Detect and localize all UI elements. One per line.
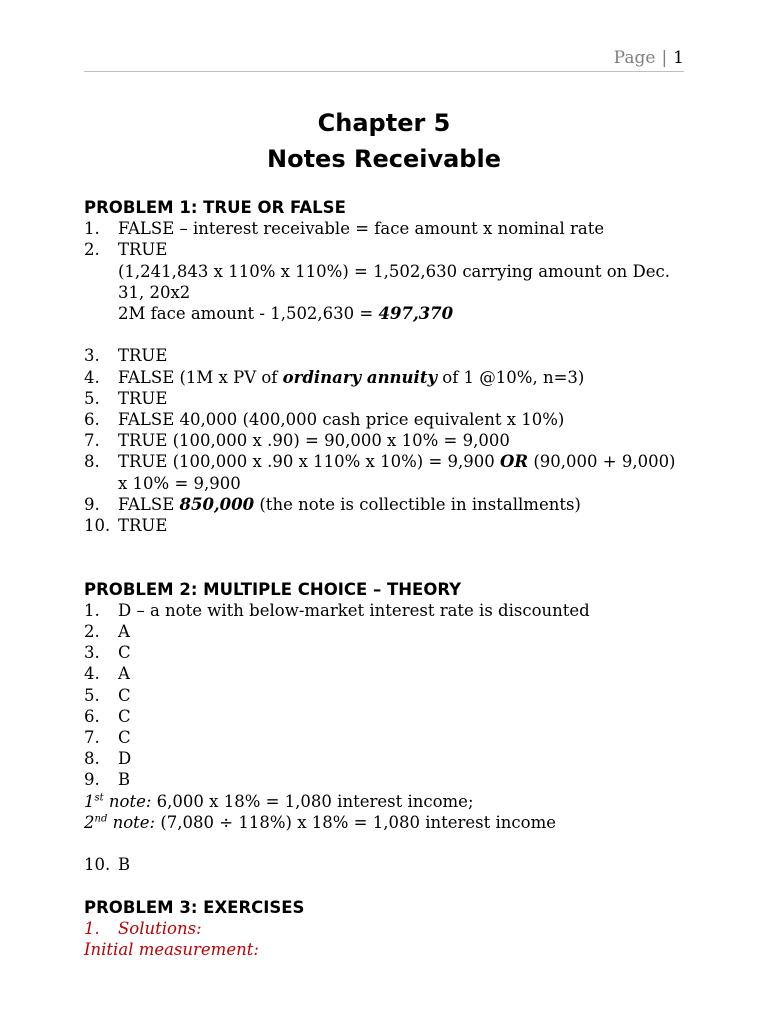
page-number: 1 (673, 48, 684, 68)
document-body (84, 105, 684, 960)
problem1-item2-calc: (1,241,843 x 110% x 110%) = 1,502,630 carrying amount on Dec. 31, 20x2 (118, 261, 671, 302)
list-item: 9. B (84, 770, 131, 790)
list-item: 10. TRUE (84, 516, 168, 536)
problem1-item2-result: 2M face amount - 1,502,630 = 497,370 (118, 304, 454, 324)
list-item: 7. TRUE (100,000 x .90) = 90,000 x 10% = 9,000 (84, 431, 510, 451)
list-item: 1. FALSE – interest receivable = face amount x nominal rate (84, 219, 605, 239)
list-item: 3. C (84, 643, 131, 663)
list-item: 10. B (84, 855, 131, 875)
list-item: 7. C (84, 728, 131, 748)
list-item: 5. TRUE (84, 388, 168, 408)
list-item: 4. A (84, 664, 130, 684)
list-item: 8. TRUE (100,000 x .90 x 110% x 10%) = 9,900 OR (90,000 + 9,000) x 10% = 9,900 (84, 452, 676, 493)
problem3-heading: PROBLEM 3: EXERCISES (84, 897, 305, 917)
list-item: 6. C (84, 706, 131, 726)
page-header (614, 48, 684, 68)
problem2-list-cont (84, 854, 684, 875)
list-item: 6. FALSE 40,000 (400,000 cash price equivalent x 10%) (84, 410, 565, 430)
problem2-note2: 2nd note: (7,080 ÷ 118%) x 18% = 1,080 interest income (84, 812, 556, 832)
list-item: 2. TRUE (84, 240, 168, 260)
chapter-subtitle: Notes Receivable (267, 145, 501, 173)
page-label: Page (613, 48, 656, 68)
problem1-list (84, 218, 684, 260)
page-separator: | (661, 48, 668, 68)
list-item: 9. FALSE 850,000 (the note is collectible in installments) (84, 494, 581, 514)
problem1-heading: PROBLEM 1: TRUE OR FALSE (84, 198, 346, 217)
list-item: 3. TRUE (84, 346, 168, 366)
list-item: 1. D – a note with below-market interest rate is discounted (84, 600, 590, 620)
problem2-heading: PROBLEM 2: MULTIPLE CHOICE – THEORY (84, 579, 462, 599)
problem3-initial-measurement: Initial measurement: (84, 940, 259, 960)
problem3-list (84, 918, 684, 939)
list-item: 1. Solutions: (84, 918, 202, 938)
list-item: 4. FALSE (1M x PV of ordinary annuity of 1 @10%, n=3) (84, 367, 585, 387)
problem2-note1: 1st note: 6,000 x 18% = 1,080 interest income; (84, 791, 474, 811)
problem1-list-cont (84, 345, 684, 536)
chapter-title: Chapter 5 (317, 109, 451, 137)
header-rule (84, 71, 684, 72)
problem2-list (84, 600, 684, 791)
list-item: 5. C (84, 685, 131, 705)
list-item: 2. A (84, 622, 130, 642)
list-item: 8. D (84, 749, 132, 769)
